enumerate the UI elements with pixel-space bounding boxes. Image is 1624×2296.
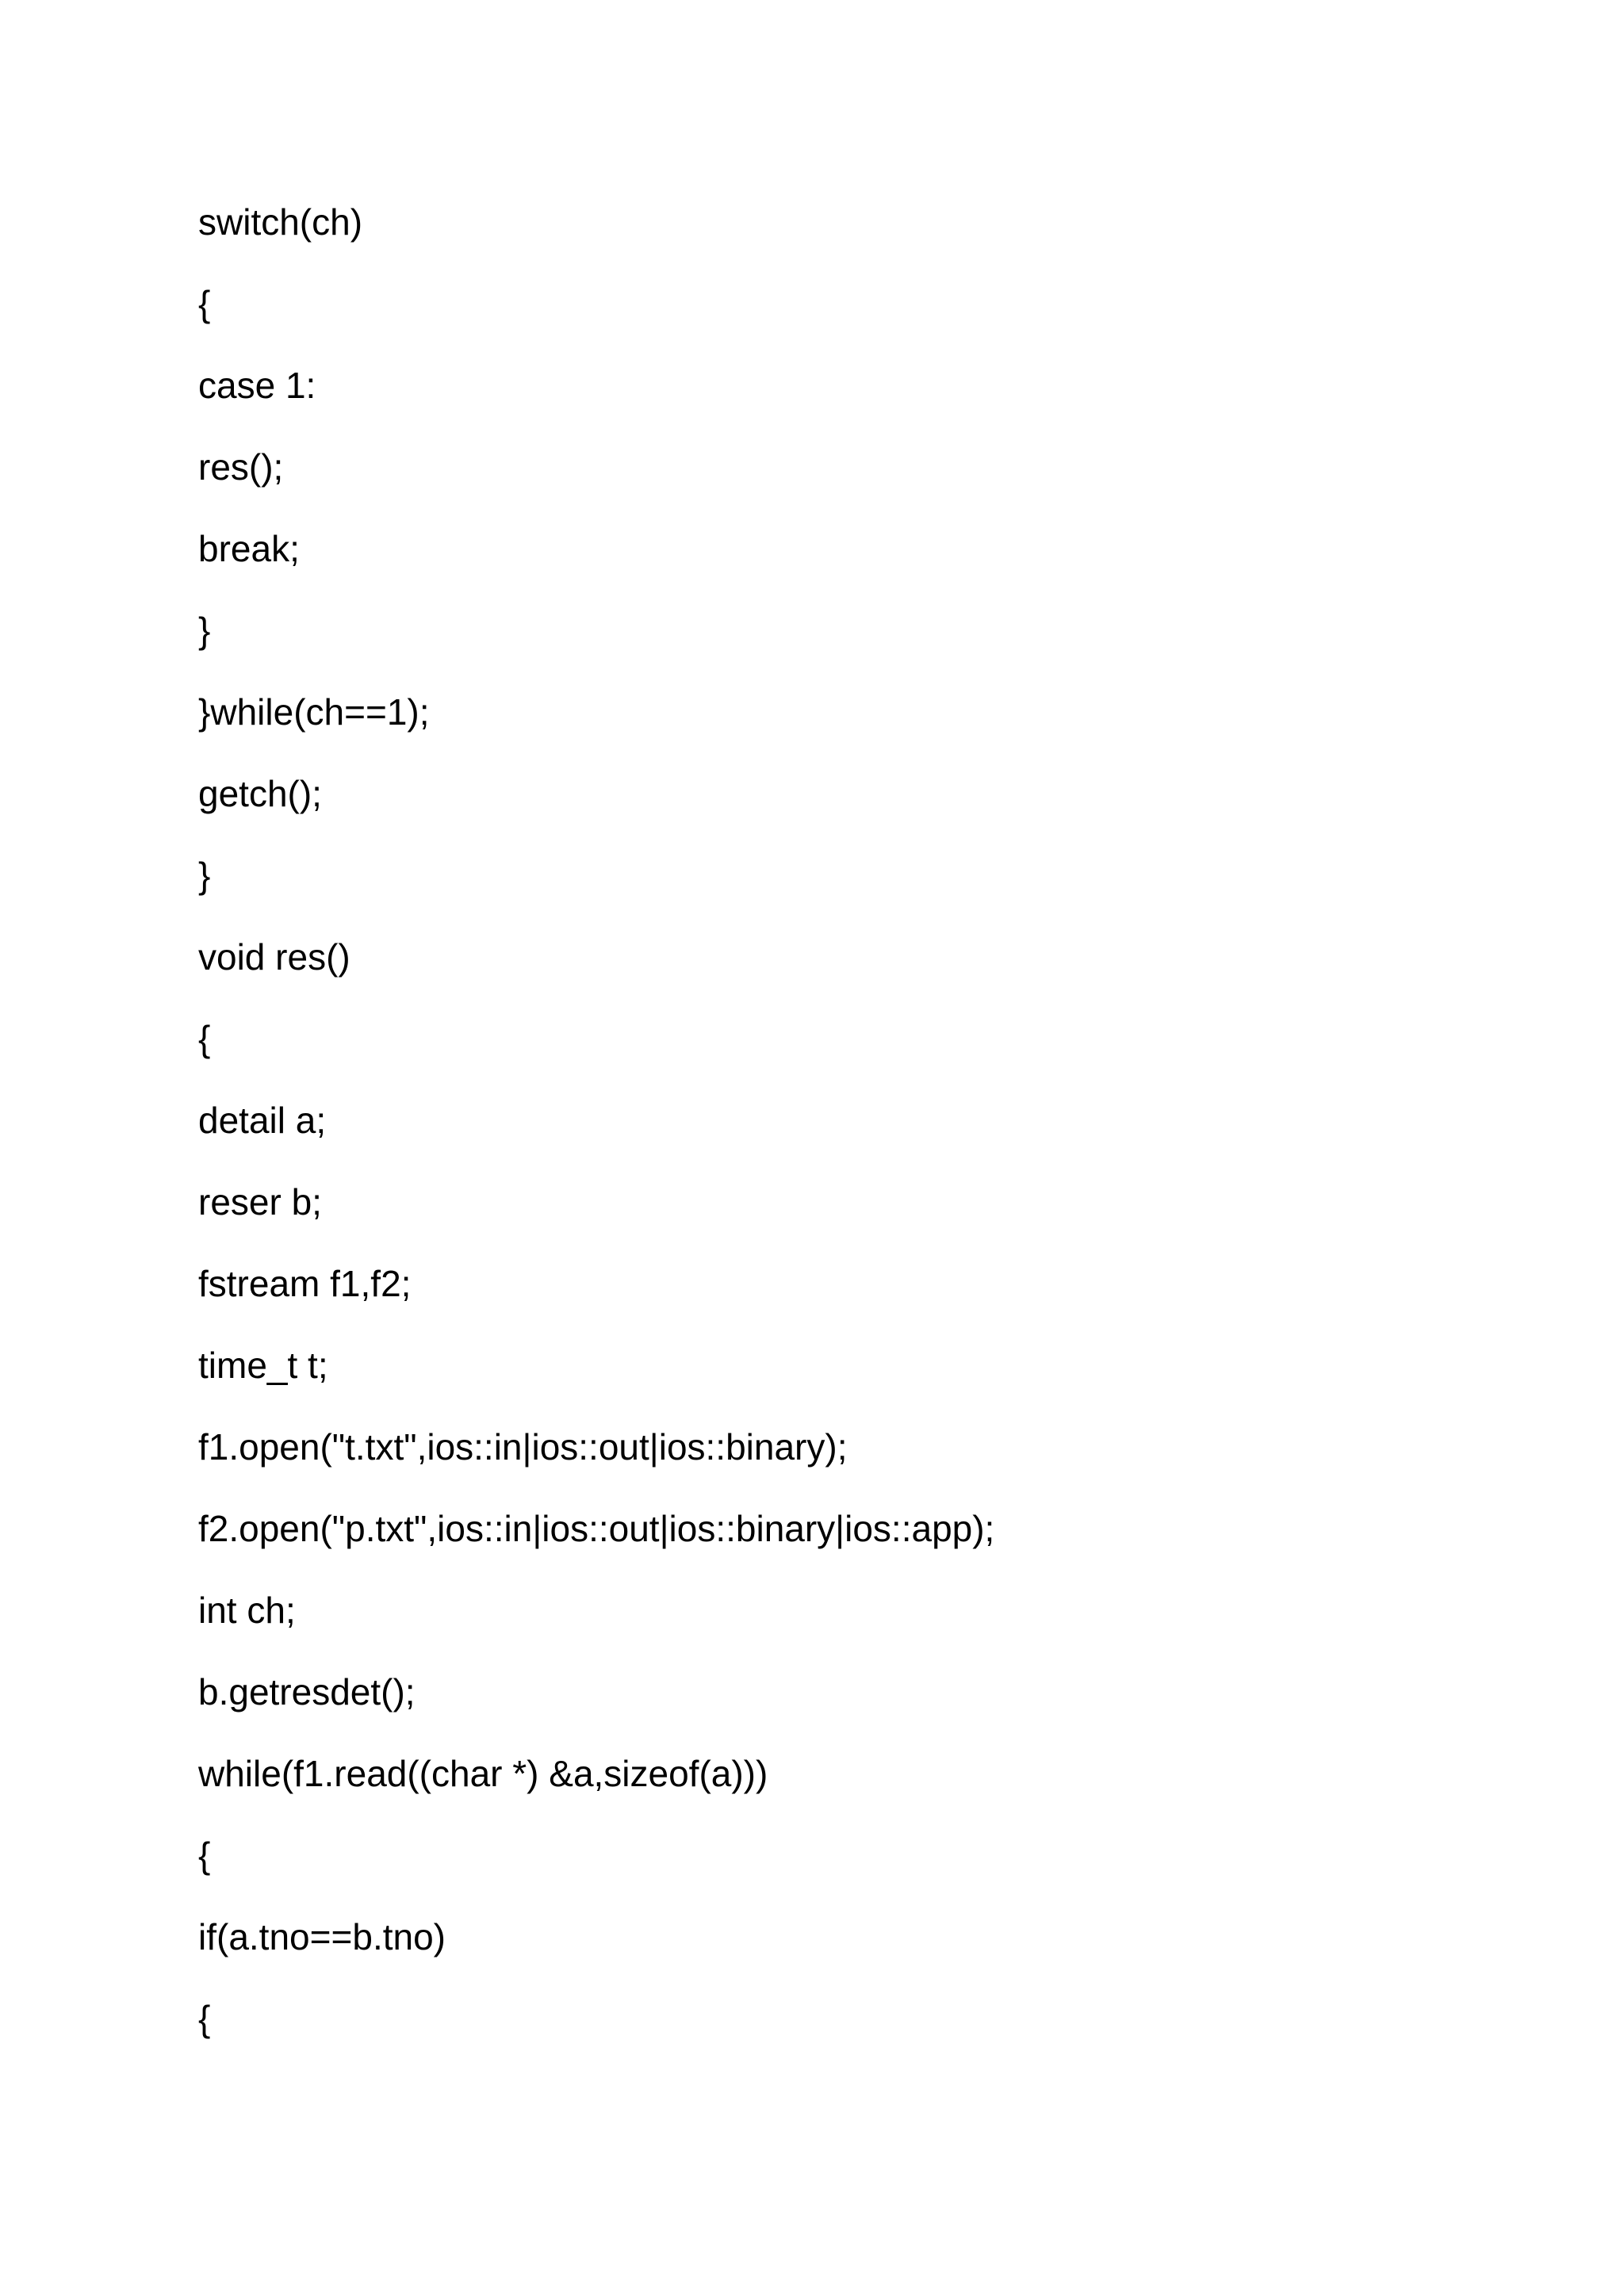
code-line: { bbox=[198, 1835, 211, 1876]
code-line: switch(ch) bbox=[198, 201, 363, 243]
code-line: time_t t; bbox=[198, 1345, 328, 1386]
code-line: fstream f1,f2; bbox=[198, 1263, 412, 1304]
code-line: break; bbox=[198, 528, 300, 569]
code-line: }while(ch==1); bbox=[198, 691, 430, 733]
code-line: while(f1.read((char *) &a,sizeof(a))) bbox=[198, 1753, 768, 1794]
code-line: f1.open("t.txt",ios::in|ios::out|ios::binary); bbox=[198, 1426, 848, 1468]
code-line: detail a; bbox=[198, 1100, 327, 1141]
code-listing bbox=[198, 193, 994, 2072]
code-line: f2.open("p.txt",ios::in|ios::out|ios::binary|ios::app); bbox=[198, 1508, 995, 1549]
code-line: { bbox=[198, 1018, 211, 1059]
code-line: { bbox=[198, 1998, 211, 2039]
code-line: } bbox=[198, 610, 211, 651]
code-line: case 1: bbox=[198, 365, 316, 406]
code-line: if(a.tno==b.tno) bbox=[198, 1916, 446, 1957]
code-line: reser b; bbox=[198, 1181, 322, 1223]
code-line: res(); bbox=[198, 446, 284, 488]
code-line: b.getresdet(); bbox=[198, 1671, 416, 1712]
code-line: } bbox=[198, 855, 211, 896]
code-line: getch(); bbox=[198, 773, 322, 814]
code-line: int ch; bbox=[198, 1590, 296, 1631]
code-line: { bbox=[198, 283, 211, 324]
code-line: void res() bbox=[198, 936, 350, 978]
